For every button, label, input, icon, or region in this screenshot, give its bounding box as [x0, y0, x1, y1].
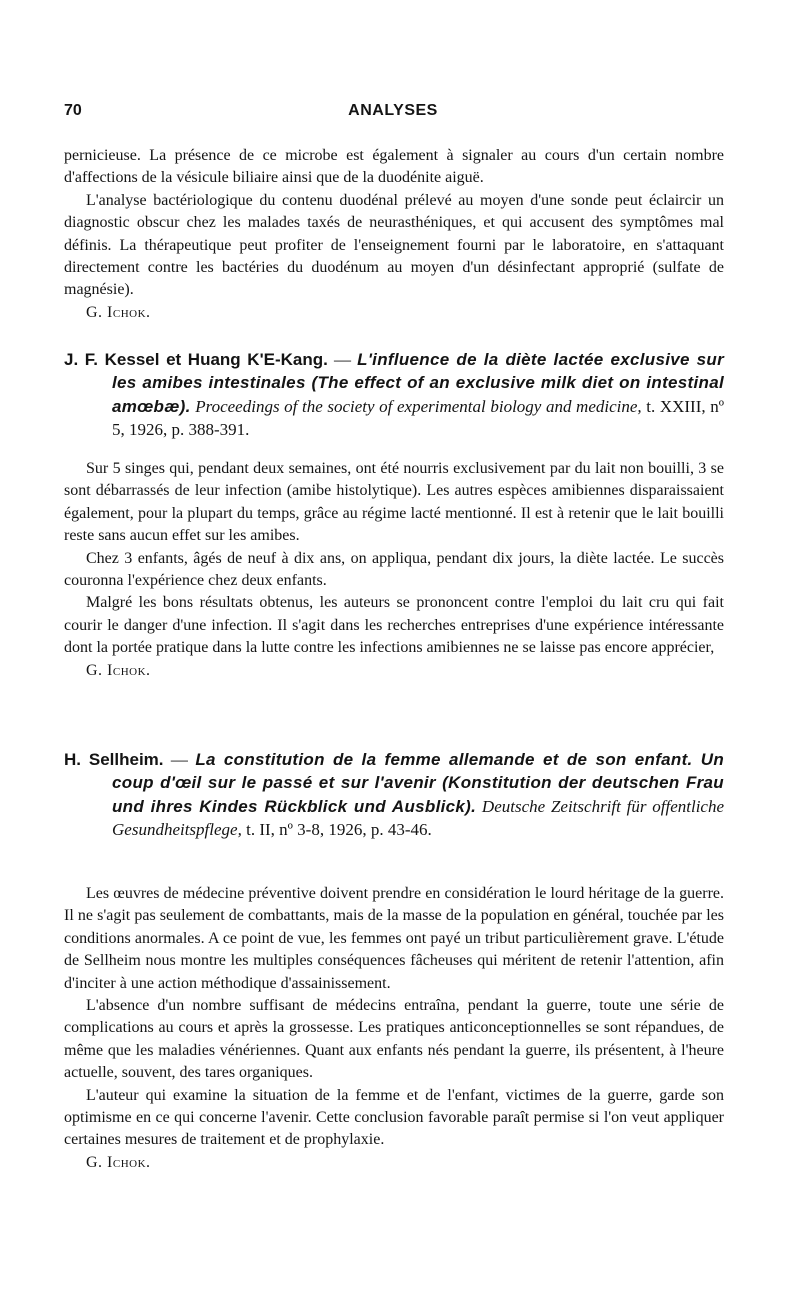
page-header: [64, 102, 722, 126]
entry1-title: L'influence de la diète lactée exclusive sur les amibes intestinales (The effect of an exclusive milk diet on intestinal amœbæ).: [112, 350, 724, 416]
entry2-paragraph-1: Les œuvres de médecine préventive doivent prendre en considération le lourd héritage de la guerre. Il ne s'agit pas seulement de combattants, mais de la masse de la population en général, touchée par les conditions anormales. A ce point de vue, les femmes ont payé un tribut particulièrement grave. L'étude de Sellheim nous montre les multiples conséquences fâcheuses qui méritent de retenir l'attention, afin d'inciter à une action méthodique d'assainissement.: [64, 885, 724, 992]
intro-signature: G. Ichok.: [86, 303, 151, 321]
entry2-authors: H. Sellheim.: [64, 750, 164, 769]
entry1-dash: —: [327, 350, 358, 369]
entry1-authors: J. F. Kessel et Huang K'E-Kang.: [64, 350, 328, 369]
running-title: ANALYSES: [348, 102, 438, 119]
page-number: 70: [64, 102, 82, 119]
entry2-title: La constitution de la femme allemande et de son enfant. Un coup d'œil sur le passé et sur l'avenir (Konstitution der deutschen Frau und ihres Kindes Rückblick und Ausblick).: [112, 750, 725, 816]
entry1-volume: t. XXIII, nº 5, 1926, p. 388-391.: [112, 396, 725, 440]
entry1-heading: [64, 348, 724, 442]
entry2-source: Deutsche Zeitschrift für offentliche Gesundheitspflege,: [112, 796, 725, 840]
entry2-paragraph-2: L'absence d'un nombre suffisant de médecins entraîna, pendant la guerre, toute une série de complications au cours et après la grossesse. Les pratiques anticonceptionnelles se sont répandues, de même que les maladies vénériennes. Quant aux enfants nés pendant la guerre, ils présentent, à l'heure actuelle, souvent, des tares organiques.: [64, 997, 724, 1082]
entry1-signature: G. Ichok.: [86, 661, 151, 679]
entry2-volume: t. II, nº 3-8, 1926, p. 43-46.: [241, 820, 432, 840]
entry2-body: [64, 883, 724, 1174]
intro-paragraph-1: pernicieuse. La présence de ce microbe est également à signaler au cours d'un certain nombre d'affections de la vésicule biliaire ainsi que de la duodénite aiguë.: [64, 147, 724, 187]
entry2-signature: G. Ichok.: [86, 1153, 151, 1171]
entry1-body: [64, 458, 724, 682]
entry1-source: Proceedings of the society of experimental biology and medicine,: [195, 396, 642, 416]
entry1-paragraph-1: Sur 5 singes qui, pendant deux semaines, ont été nourris exclusivement par du lait non bouilli, 3 se sont débarrassés de leur infection (amibe histolytique). Les autres espèces amibiennes disparaissaient également, pour la plupart du temps, grâce au régime lacté mentionné. Il est à retenir que le lait bouilli reste sans aucun effet sur les amibes.: [64, 460, 724, 545]
entry2-dash: —: [163, 750, 196, 769]
intro-paragraph-2: L'analyse bactériologique du contenu duodénal prélevé au moyen d'une sonde peut éclaircir un diagnostic obscur chez les malades taxés de neurasthéniques, et qui accusent des symptômes mal définis. La thérapeutique peut profiter de l'enseignement fourni par le laboratoire, en s'attaquant directement contre les bactéries du duodénum au moyen d'un désinfectant approprié (sulfate de magnésie).: [64, 191, 724, 299]
entry2-heading: [64, 748, 724, 842]
intro-section: [64, 145, 724, 324]
entry1-paragraph-3: Malgré les bons résultats obtenus, les auteurs se prononcent contre l'emploi du lait cru qui fait courir le danger d'une infection. Il s'agit dans les recherches entreprises d'une expérience intéressante dont la portée pratique dans la lutte contre les infections amibiennes ne se laisse pas encore apprécier,: [64, 594, 724, 657]
entry1-paragraph-2: Chez 3 enfants, âgés de neuf à dix ans, on appliqua, pendant dix jours, la diète lactée. Le succès couronna l'expérience chez deux enfants.: [64, 549, 724, 590]
entry2-paragraph-3: L'auteur qui examine la situation de la femme et de l'enfant, victimes de la guerre, garde son optimisme en ce qui concerne l'avenir. Cette conclusion favorable paraît permise si l'on veut appliquer certaines mesures de traitement et de prophylaxie.: [64, 1086, 724, 1149]
